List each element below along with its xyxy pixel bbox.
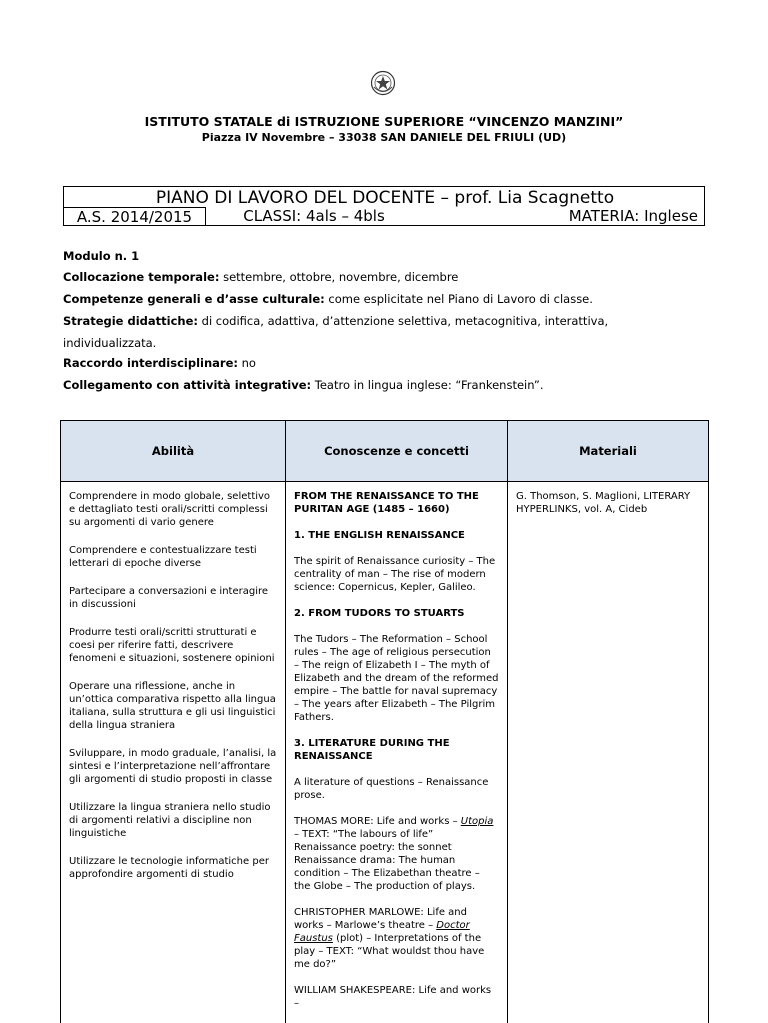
abilita-item: Operare una riflessione, anche in un’ottica comparativa rispetto alla lingua italiana, sulla struttura e gli usi linguistici della lingua straniera xyxy=(69,680,277,732)
raccordo-interdisciplinare: Raccordo interdisciplinare: no xyxy=(63,356,256,370)
plan-header xyxy=(63,186,705,226)
conoscenze-cell xyxy=(286,482,508,1023)
abilita-item: Utilizzare le tecnologie informatiche per approfondire argomenti di studio xyxy=(69,855,277,881)
abilita-item: Partecipare a conversazioni e interagire in discussioni xyxy=(69,585,277,611)
strategie-didattiche-cont: individualizzata. xyxy=(63,336,156,350)
institute-address: Piazza IV Novembre – 33038 SAN DANIELE DEL FRIULI (UD) xyxy=(0,131,768,144)
competenze: Competenze generali e d’asse culturale: come esplicitate nel Piano di Lavoro di classe. xyxy=(63,292,593,306)
abilita-item: Produrre testi orali/scritti strutturati e coesi per riferire fatti, descrivere fenomeni e situazioni, sostenere opinioni xyxy=(69,626,277,665)
thomas-more-text: THOMAS MORE: Life and works – Utopia – TEXT: “The labours of life” Renaissance poetry: the sonnet Renaissance drama: The human condition – The Elizabethan theatre – the Globe – The production of plays. xyxy=(294,815,499,893)
header-conoscenze: Conoscenze e concetti xyxy=(286,421,508,482)
shakespeare-text: WILLIAM SHAKESPEARE: Life and works – xyxy=(294,984,499,1010)
abilita-item: Sviluppare, in modo graduale, l’analisi, la sintesi e l’interpretazione nell’affrontare gli argomenti di studio proposti in classe xyxy=(69,747,277,786)
school-year: A.S. 2014/2015 xyxy=(64,207,206,226)
abilita-cell xyxy=(61,482,286,1023)
collegamento-attivita: Collegamento con attività integrative: Teatro in lingua inglese: “Frankenstein”. xyxy=(63,378,544,392)
section-heading: 1. THE ENGLISH RENAISSANCE xyxy=(294,529,499,542)
section-text: The spirit of Renaissance curiosity – The centrality of man – The rise of modern science: Copernicus, Kepler, Galileo. xyxy=(294,555,499,594)
plan-title: PIANO DI LAVORO DEL DOCENTE – prof. Lia Scagnetto xyxy=(64,189,706,207)
abilita-item: Comprendere e contestualizzare testi letterari di epoche diverse xyxy=(69,544,277,570)
section-text: The Tudors – The Reformation – School rules – The age of religious persecution – The reign of Elizabeth I – The myth of Elizabeth and the dream of the reformed empire – The battle for naval supremacy – The years after Elizabeth – The Pilgrim Fathers. xyxy=(294,633,499,724)
strategie-didattiche: Strategie didattiche: di codifica, adattiva, d’attenzione selettiva, metacognitiva, interattiva, xyxy=(63,314,608,328)
republic-emblem-icon xyxy=(370,70,396,96)
institute-title: ISTITUTO STATALE di ISTRUZIONE SUPERIORE “VINCENZO MANZINI” xyxy=(0,114,768,129)
collocazione-temporale: Collocazione temporale: settembre, ottobre, novembre, dicembre xyxy=(63,270,458,284)
materiali-cell: G. Thomson, S. Maglioni, LITERARY HYPERLINKS, vol. A, Cideb xyxy=(508,482,709,1023)
section-text: A literature of questions – Renaissance prose. xyxy=(294,776,499,802)
abilita-item: Utilizzare la lingua straniera nello studio di argomenti relativi a discipline non linguistiche xyxy=(69,801,277,840)
section-heading: 2. FROM TUDORS TO STUARTS xyxy=(294,607,499,620)
marlowe-text: CHRISTOPHER MARLOWE: Life and works – Marlowe’s theatre – Doctor Faustus (plot) – Interpretations of the play – TEXT: “What wouldst thou have me do?” xyxy=(294,906,499,971)
section-heading: FROM THE RENAISSANCE TO THE PURITAN AGE (1485 – 1660) xyxy=(294,490,499,516)
section-heading: 3. LITERATURE DURING THE RENAISSANCE xyxy=(294,737,499,763)
abilita-item: Comprendere in modo globale, selettivo e dettagliato testi orali/scritti complessi su argomenti di vario genere xyxy=(69,490,277,529)
module-number: Modulo n. 1 xyxy=(63,249,139,263)
classes: CLASSI: 4als – 4bls xyxy=(214,207,414,226)
header-materiali: Materiali xyxy=(508,421,709,482)
subject: MATERIA: Inglese xyxy=(534,207,704,226)
header-abilita: Abilità xyxy=(61,421,286,482)
module-table xyxy=(60,420,709,1023)
